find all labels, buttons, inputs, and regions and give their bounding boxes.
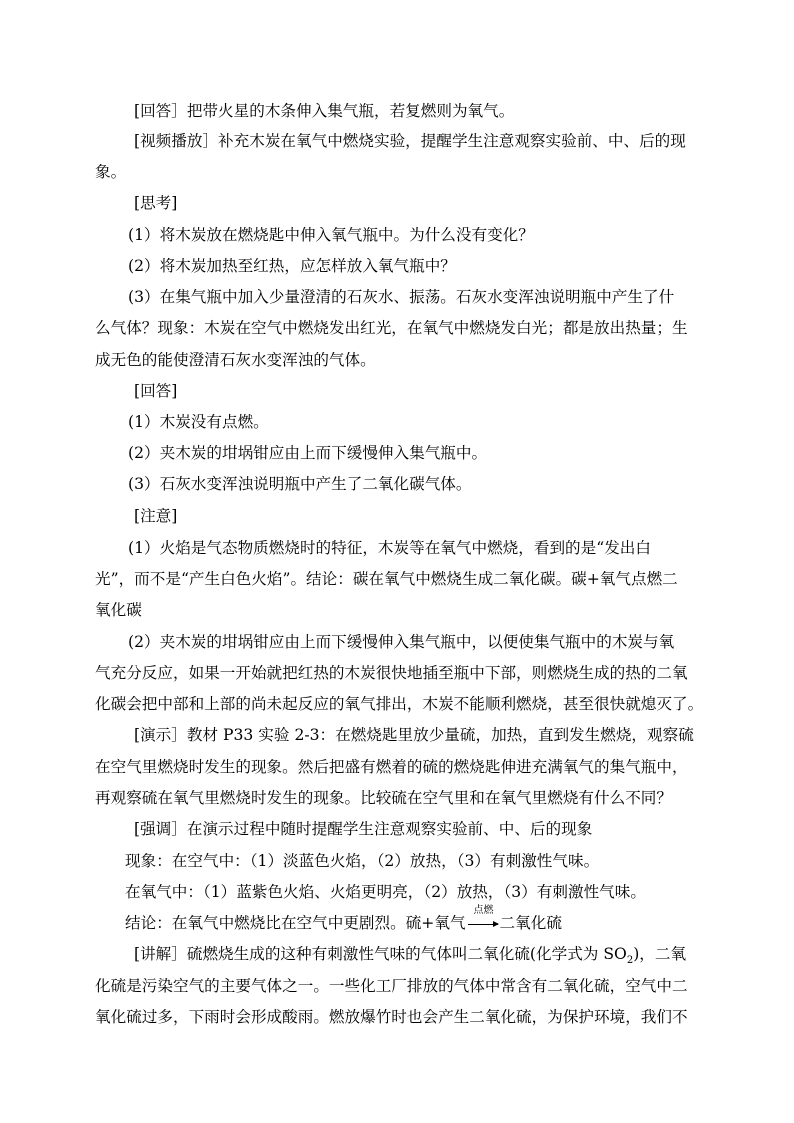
think-item-3: (3）在集气瓶中加入少量澄清的石灰水、振荡。石灰水变浑浊说明瓶中产生了什 [128,288,675,306]
reaction-condition: 点燃 [473,905,494,916]
answer-item-1: (1）木炭没有点燃。 [128,413,269,431]
explain-line-1 [134,944,687,967]
note-heading: [注意] [134,507,178,525]
answer-item-3: (3）石灰水变浑浊说明瓶中产生了二氧化碳气体。 [128,475,472,493]
conclusion-text: 结论：在氧气中燃烧比在空气中更剧烈。硫+氧气 [125,914,466,932]
emphasis-line: [强调］在演示过程中随时提醒学生注意观察实验前、中、后的现象 [134,820,593,838]
answer-item-2: (2）夹木炭的坩埚钳应由上而下缓慢伸入集气瓶中。 [128,444,488,462]
video-line-2: 象。 [95,163,127,181]
note-item-1-cont-1: 光”，而不是“产生白色火焰”。结论：碳在氧气中燃烧生成二氧化碳。碳+氧气点燃二 [95,570,678,588]
formula-subscript: 2 [626,955,634,967]
note-item-1-cont-2: 氧化碳 [95,601,142,619]
think-heading: [思考] [134,194,178,212]
answer-line-1: [回答］把带火星的木条伸入集气瓶，若复燃则为氧气。 [134,102,515,120]
phenomenon-oxygen: 在氧气中：（1）蓝紫色火焰、火焰更明亮，（2）放热，（3）有刺激性气味。 [125,883,646,901]
explain-line-3: 氧化硫过多，下雨时会形成酸雨。燃放爆竹时也会产生二氧化硫，为保护环境，我们不 [95,1008,688,1026]
note-item-2-cont-2: 化碳会把中部和上部的尚未起反应的氧气排出，木炭不能顺利燃烧，甚至很快就熄灭了。 [95,695,704,713]
conclusion-line [125,905,562,933]
explain-text: [讲解］硫燃烧生成的这种有刺激性气味的气体叫二氧化硫(化学式为 SO [134,945,627,963]
note-item-1: (1）火焰是气态物质燃烧时的特征，木炭等在氧气中燃烧，看到的是“发出白 [128,539,651,557]
demo-line-1: [演示］教材 P33 实验 2-3：在燃烧匙里放少量硫，加热，直到发生燃烧，观察硫 [134,726,694,744]
arrow-icon [468,924,498,925]
explain-line-2: 化硫是污染空气的主要气体之一。一些化工厂排放的气体中常含有二氧化硫，空气中二 [95,977,688,995]
explain-text-end: )，二氧 [633,945,687,963]
video-line-1: [视频播放］补充木炭在氧气中燃烧实验，提醒学生注意观察实验前、中、后的现 [134,132,686,150]
demo-line-2: 在空气里燃烧时发生的现象。然后把盛有燃着的硫的燃烧匙伸进充满氧气的集气瓶中， [95,758,688,776]
answer-heading: [回答] [134,382,178,400]
note-item-2-cont-1: 气充分反应，如果一开始就把红热的木炭很快地插至瓶中下部，则燃烧生成的热的二氧 [95,664,688,682]
demo-line-3: 再观察硫在氧气里燃烧时发生的现象。比较硫在空气里和在氧气里燃烧有什么不同？ [95,789,672,807]
reaction-arrow [466,905,500,933]
note-item-2: (2）夹木炭的坩埚钳应由上而下缓慢伸入集气瓶中，以便使集气瓶中的木炭与氧 [128,633,675,651]
think-item-3-cont-2: 成无色的能使澄清石灰水变浑浊的气体。 [95,351,376,369]
conclusion-product: 二氧化硫 [499,914,562,932]
think-item-1: (1）将木炭放在燃烧匙中伸入氧气瓶中。为什么没有变化？ [128,226,534,244]
think-item-2: (2）将木炭加热至红热，应怎样放入氧气瓶中？ [128,257,456,275]
think-item-3-cont-1: 么气体？现象：木炭在空气中燃烧发出红光，在氧气中燃烧发白光；都是放出热量；生 [95,319,688,337]
phenomenon-air: 现象：在空气中：（1）淡蓝色火焰，（2）放热，（3）有刺激性气味。 [125,852,600,870]
